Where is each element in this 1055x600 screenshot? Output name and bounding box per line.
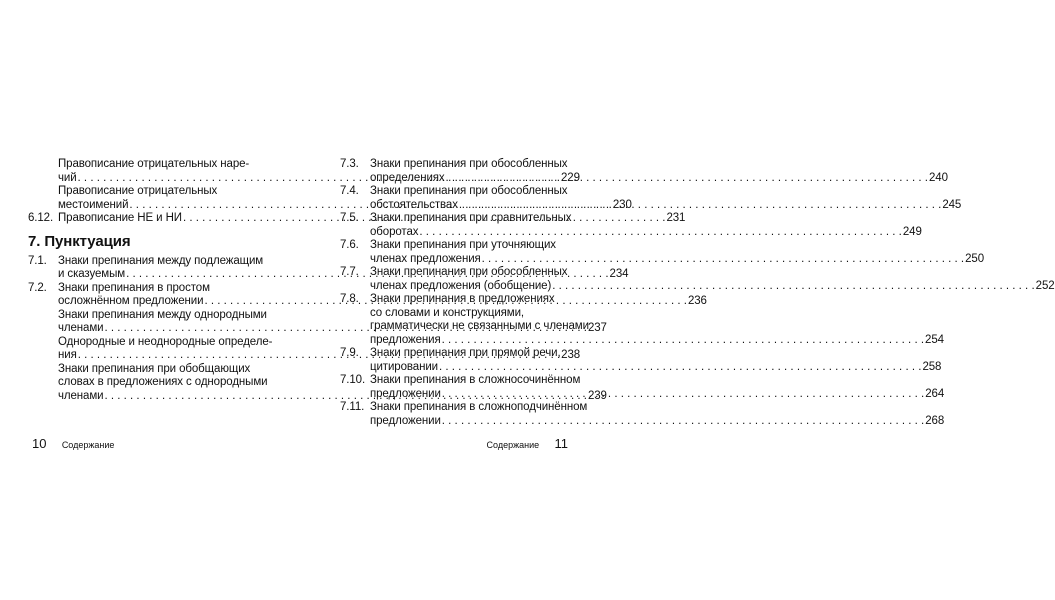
entry-page-number: 258 — [922, 360, 942, 373]
right-footer — [487, 436, 568, 451]
entry-title-line: Знаки препинания при уточняющих — [370, 239, 556, 251]
entry-last-line — [370, 253, 984, 267]
entry-title-line: Знаки препинания в предложениях — [370, 293, 555, 305]
entry-page-number: 229 — [561, 171, 580, 184]
entry-title-line: словах в предложениях с однородными — [58, 376, 268, 388]
entry-body — [370, 401, 944, 428]
entry-number: 7.9. — [340, 347, 359, 359]
entry-title-end: членами — [58, 389, 104, 402]
entry-title-line: Знаки препинания при обобщающих — [58, 362, 251, 375]
entry-title-line: Знаки препинания при обособленных — [370, 158, 568, 170]
entry-title-end: и сказуемым — [58, 268, 126, 280]
entry-page-number: 230 — [612, 198, 632, 211]
dot-leader — [442, 334, 924, 348]
entry-title-line: Знаки препинания между подлежащим — [58, 254, 264, 267]
entry-title-end: осложнённом предложении — [58, 295, 204, 307]
entry-body — [370, 374, 944, 401]
entry-page-number: 239 — [587, 389, 607, 402]
entry-title-line: Знаки препинания при сравнительных — [370, 212, 572, 224]
entry-title-end: чий — [58, 171, 77, 184]
entry-title-end: членах предложения — [370, 252, 481, 265]
entry-number: 7.1. — [28, 254, 47, 267]
entry-page-number: 268 — [925, 414, 945, 427]
entry-page-number: 245 — [942, 198, 962, 211]
entry-title-end: местоимений — [58, 198, 129, 211]
entry-body — [370, 347, 941, 374]
left-page-number: 10 — [32, 436, 47, 451]
entry-number: 7.7. — [340, 266, 359, 278]
entry-last-line — [370, 199, 961, 213]
entry-last-line — [370, 226, 922, 240]
entry-last-line — [370, 280, 1055, 294]
dot-leader — [439, 361, 921, 375]
entry-number: 7.8. — [340, 293, 359, 305]
entry-page-number: 234 — [609, 268, 629, 280]
entry-title-line: Знаки препинания при обособленных — [370, 266, 568, 278]
toc-entry — [340, 401, 945, 428]
entry-page-number: 249 — [902, 225, 922, 238]
entry-body — [370, 158, 948, 185]
entry-title-end: цитировании — [370, 360, 438, 373]
left-footer — [32, 436, 114, 451]
entry-last-line — [370, 361, 941, 375]
entry-title-line: Знаки препинания между однородными — [58, 308, 267, 321]
entry-title-line: Знаки препинания при прямой речи, — [370, 347, 561, 359]
entry-last-line — [370, 334, 944, 348]
entry-page-number: 237 — [587, 322, 607, 334]
entry-title-line: грамматически не связанными с членами — [370, 320, 589, 332]
entry-title-end: ния — [58, 349, 77, 361]
entry-body — [370, 266, 1055, 293]
dot-leader — [419, 226, 901, 240]
entry-title-end: предложении — [370, 387, 441, 400]
entry-page-number: 236 — [687, 295, 707, 307]
entry-page-number: 252 — [1035, 279, 1055, 292]
entry-number: 7.3. — [340, 158, 359, 170]
entry-number: 7.4. — [340, 185, 359, 197]
entry-title-end: Правописание НЕ и НИ — [58, 212, 182, 224]
entry-title-end: предложении — [370, 414, 441, 427]
entry-title-end: членами — [58, 322, 104, 334]
entry-page-number: 254 — [925, 333, 944, 346]
entry-title-line: Знаки препинания в сложносочинённом — [370, 374, 581, 386]
entry-number: 7.10. — [340, 374, 366, 386]
right-page-number: 11 — [554, 436, 568, 451]
entry-body — [370, 239, 984, 266]
entry-title-line: Однородные и неоднородные определе- — [58, 335, 273, 348]
dot-leader — [442, 415, 924, 429]
entry-page-number: 238 — [561, 349, 581, 361]
dot-leader — [552, 280, 1034, 294]
entry-page-number: 240 — [929, 171, 948, 184]
entry-last-line — [370, 415, 944, 429]
entry-title-line: Знаки препинания в сложноподчинённом — [370, 401, 588, 413]
entry-page-number: 231 — [666, 212, 686, 224]
toc-entry — [340, 239, 985, 266]
entry-title-end: предложения — [370, 333, 441, 346]
entry-number: 7.6. — [340, 239, 359, 251]
dot-leader — [442, 388, 924, 402]
entry-number: 6.12. — [28, 212, 54, 224]
entry-title-end: обстоятельствах — [370, 198, 458, 211]
dot-leader — [482, 253, 964, 267]
entry-body — [370, 185, 961, 212]
section-title: 7. Пунктуация — [28, 232, 131, 250]
entry-page-number: 264 — [925, 387, 945, 400]
entry-number: 7.5. — [340, 212, 359, 224]
entry-number: 7.11. — [340, 401, 365, 413]
entry-last-line — [370, 388, 944, 402]
entry-last-line — [370, 172, 948, 186]
entry-title-line: Правописание отрицательных — [58, 185, 218, 197]
entry-number: 7.2. — [28, 281, 47, 294]
entry-body — [370, 293, 944, 347]
entry-title-end: определениях — [370, 171, 445, 184]
entry-title-line: Правописание отрицательных наре- — [58, 158, 250, 170]
right-footer-label: Содержание — [486, 440, 540, 450]
entry-title-line: Знаки препинания в простом — [58, 281, 210, 294]
entry-title-end: оборотах — [370, 225, 419, 238]
entry-title-line: со словами и конструкциями, — [370, 306, 525, 319]
dot-leader — [459, 199, 941, 213]
dot-leader — [446, 172, 928, 186]
entry-page-number: 250 — [965, 252, 985, 265]
entry-title-line: Знаки препинания при обособленных — [370, 185, 568, 197]
left-footer-label: Содержание — [61, 440, 115, 450]
entry-title-end: членах предложения (обобщение) — [370, 279, 552, 292]
entry-body — [370, 212, 922, 239]
